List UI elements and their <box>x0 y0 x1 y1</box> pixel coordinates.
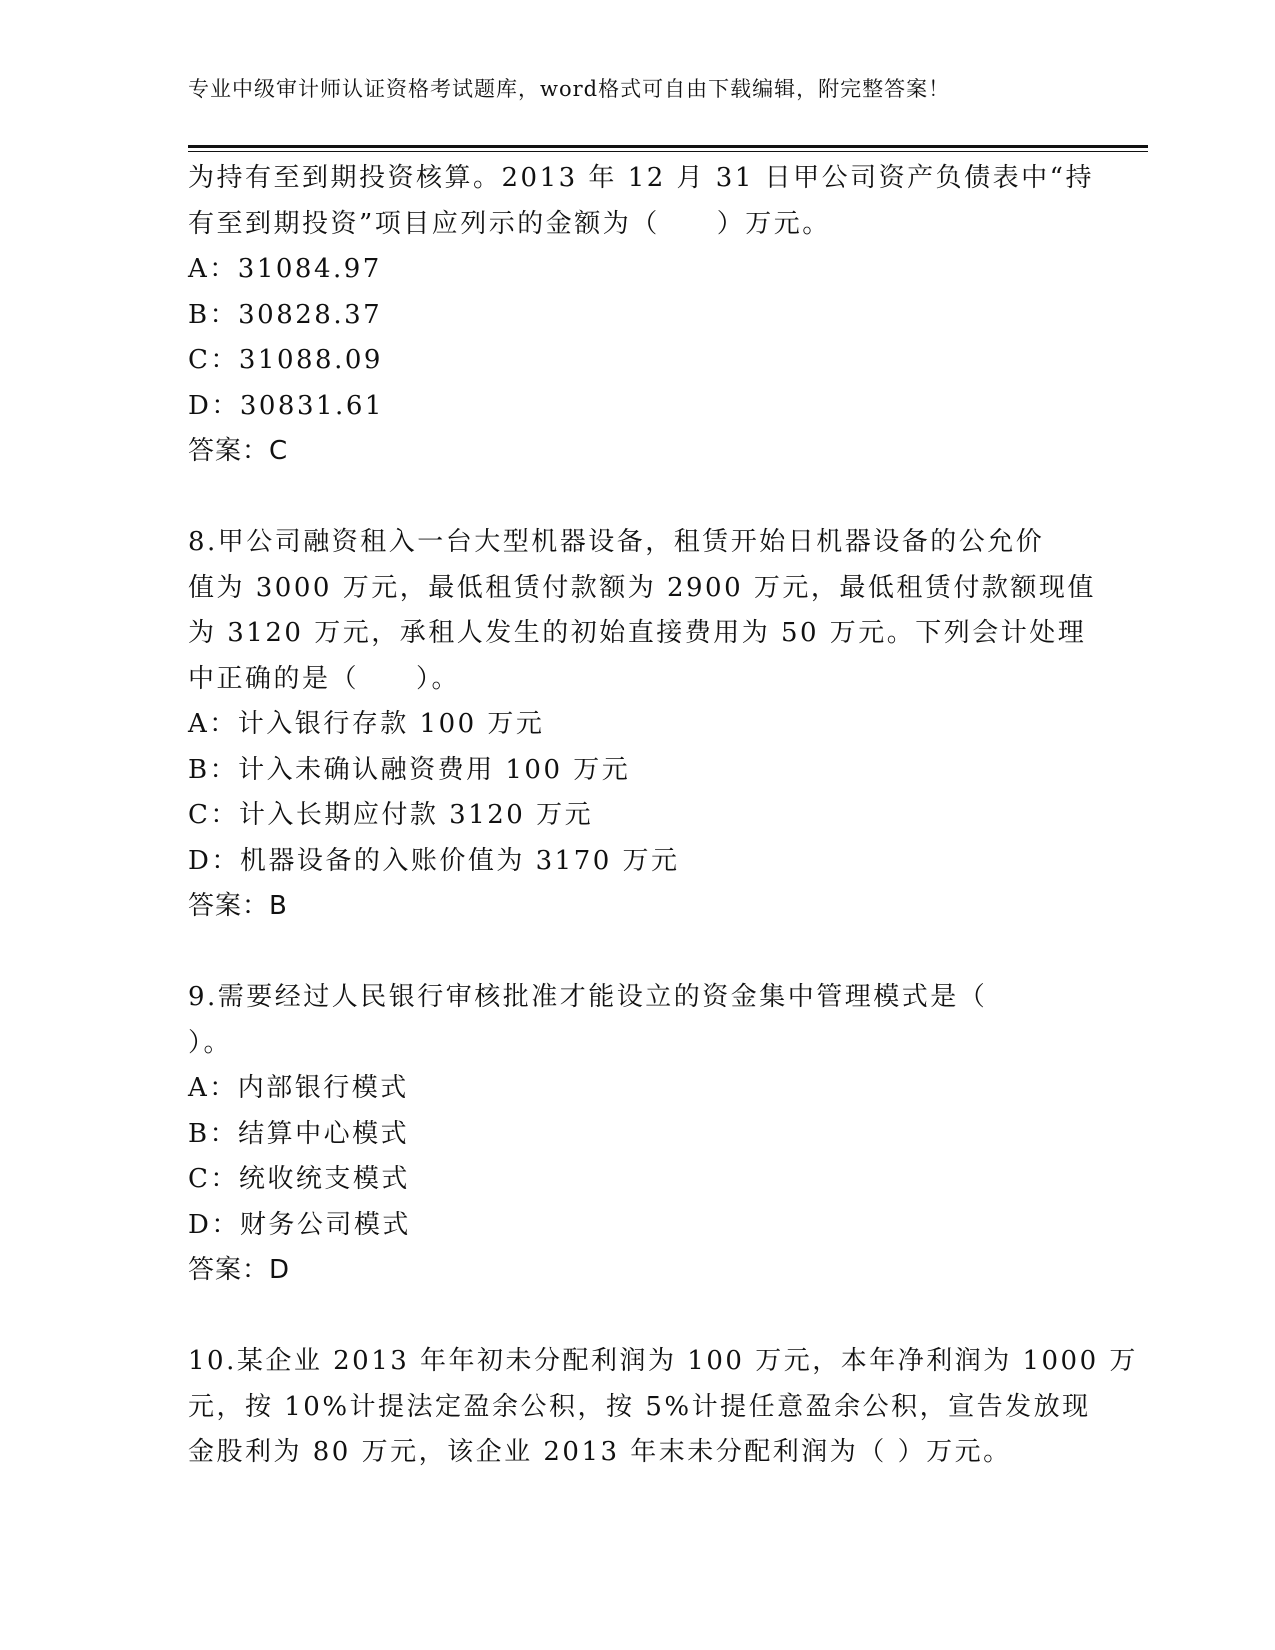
option-b: B：30828.37 <box>188 299 383 330</box>
answer: 答案：D <box>188 1255 291 1285</box>
option-d: D：机器设备的入账价值为 3170 万元 <box>188 845 680 876</box>
question-stem-line: 元，按 10%计提法定盈余公积，按 5%计提任意盈余公积，宣告发放现 <box>188 1391 1091 1422</box>
option-a: A：计入银行存款 100 万元 <box>188 709 545 739</box>
page-header: 专业中级审计师认证资格考试题库，word格式可自由下载编辑，附完整答案！ <box>188 77 951 101</box>
document-body <box>188 156 1138 1476</box>
question-stem-line: 值为 3000 万元，最低租赁付款额为 2900 万元，最低租赁付款额现值 <box>188 572 1096 603</box>
spacer <box>188 1294 1088 1340</box>
question-stem-line: ）。 <box>188 1027 233 1058</box>
option-a: A：31084.97 <box>188 254 382 284</box>
question-stem-line: 8.甲公司融资租入一台大型机器设备，租赁开始日机器设备的公允价 <box>188 527 1045 557</box>
question-stem-line: 10.某企业 2013 年年初未分配利润为 100 万元，本年净利润为 1000 万 <box>188 1346 1138 1376</box>
spacer <box>188 475 1088 521</box>
question-stem-line: 为 3120 万元，承租人发生的初始直接费用为 50 万元。下列会计处理 <box>188 618 1087 648</box>
question-7 <box>188 156 1094 475</box>
option-b: B：结算中心模式 <box>188 1118 410 1149</box>
question-stem-line: 中正确的是（ ）。 <box>188 663 461 694</box>
spacer <box>188 930 1088 976</box>
option-c: C：31088.09 <box>188 345 383 375</box>
option-c: C：计入长期应付款 3120 万元 <box>188 800 594 830</box>
answer: 答案：B <box>188 891 288 921</box>
question-stem-line: 有至到期投资”项目应列示的金额为（ ）万元。 <box>188 208 831 239</box>
option-a: A：内部银行模式 <box>188 1073 409 1103</box>
header-rule-thin <box>188 151 1148 152</box>
option-b: B：计入未确认融资费用 100 万元 <box>188 754 631 785</box>
question-8 <box>188 520 1096 930</box>
question-9 <box>188 975 1088 1294</box>
option-d: D：财务公司模式 <box>188 1209 411 1240</box>
answer: 答案：C <box>188 436 289 466</box>
option-c: C：统收统支模式 <box>188 1164 410 1194</box>
question-10 <box>188 1339 1138 1476</box>
question-stem-line: 9.需要经过人民银行审核批准才能设立的资金集中管理模式是（ <box>188 982 988 1012</box>
question-stem-line: 为持有至到期投资核算。2013 年 12 月 31 日甲公司资产负债表中“持 <box>188 163 1094 193</box>
question-stem-line: 金股利为 80 万元，该企业 2013 年末未分配利润为（ ）万元。 <box>188 1437 1012 1467</box>
header-rule-thick <box>188 145 1148 148</box>
option-d: D：30831.61 <box>188 390 384 421</box>
